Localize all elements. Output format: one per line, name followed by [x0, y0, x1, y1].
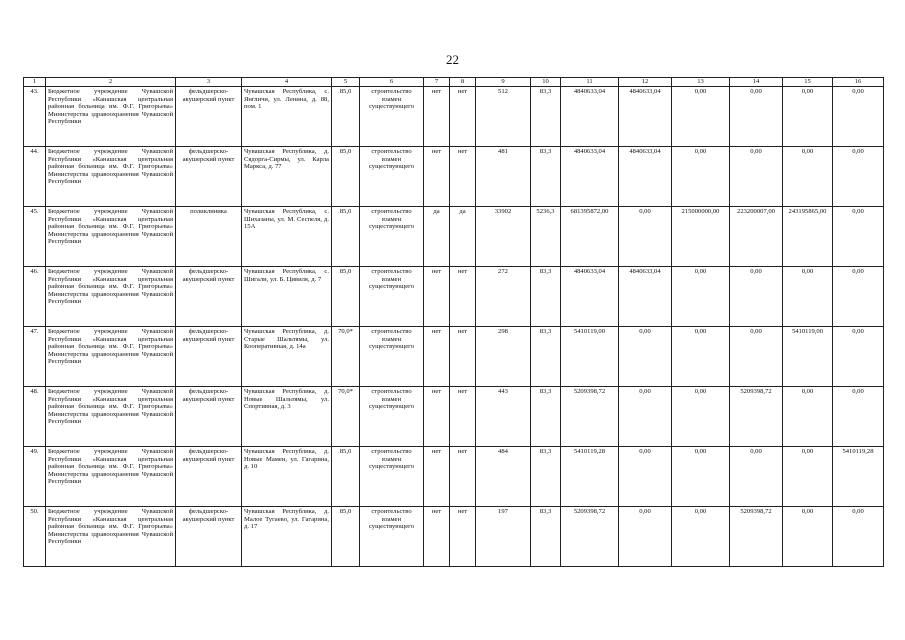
col-10-value: 83,3: [531, 447, 561, 507]
col-14-value: 0,00: [730, 87, 783, 147]
col-9-value: 33902: [476, 207, 531, 267]
organization-name: Бюджетное учреждение Чувашской Республики «Канашская центральная районная больница им. Ф.Г. Григорьева» Министерства здравоохранения Чувашской Республики: [46, 147, 176, 207]
col-15-value: 5410119,00: [783, 327, 833, 387]
row-number: 50.: [24, 507, 46, 567]
col-14-value: 5209398,72: [730, 507, 783, 567]
column-number: 12: [619, 78, 672, 87]
col-10-value: 83,3: [531, 87, 561, 147]
facility-address: Чувашская Республика, д. Малое Тугаево, ул. Гагарина, д. 17: [242, 507, 332, 567]
col-13-value: 0,00: [672, 147, 730, 207]
col-12-value: 4840633,04: [619, 87, 672, 147]
col-11-value: 681395872,00: [561, 207, 619, 267]
col-10-value: 5236,3: [531, 207, 561, 267]
column-number: 4: [242, 78, 332, 87]
col-9-value: 272: [476, 267, 531, 327]
col-16-value: 0,00: [833, 327, 884, 387]
column-number: 10: [531, 78, 561, 87]
row-number: 44.: [24, 147, 46, 207]
col-12-value: 4840633,04: [619, 267, 672, 327]
facility-type: фельдшерско-акушерский пункт: [176, 87, 242, 147]
col-13-value: 0,00: [672, 507, 730, 567]
col-11-value: 5410119,28: [561, 447, 619, 507]
table-row: [24, 267, 884, 327]
col-7-value: нет: [424, 87, 450, 147]
column-number: 9: [476, 78, 531, 87]
col-7-value: да: [424, 207, 450, 267]
col-5-value: 70,0*: [332, 387, 360, 447]
organization-name: Бюджетное учреждение Чувашской Республики «Канашская центральная районная больница им. Ф.Г. Григорьева» Министерства здравоохранения Чувашской Республики: [46, 327, 176, 387]
facility-address: Чувашская Республика, д. Сядорга-Сирмы, ул. Карла Маркса, д. 77: [242, 147, 332, 207]
organization-name: Бюджетное учреждение Чувашской Республики «Канашская центральная районная больница им. Ф.Г. Григорьева» Министерства здравоохранения Чувашской Республики: [46, 507, 176, 567]
table-row: [24, 87, 884, 147]
col-13-value: 215000000,00: [672, 207, 730, 267]
col-8-value: да: [450, 207, 476, 267]
col-15-value: 0,00: [783, 447, 833, 507]
table-row: [24, 507, 884, 567]
col-6-value: строительство взамен существующего: [360, 87, 424, 147]
column-number: 6: [360, 78, 424, 87]
col-5-value: 70,0*: [332, 327, 360, 387]
register-table: [23, 77, 884, 567]
col-13-value: 0,00: [672, 327, 730, 387]
row-number: 47.: [24, 327, 46, 387]
col-11-value: 4840633,04: [561, 147, 619, 207]
col-11-value: 4840633,04: [561, 267, 619, 327]
facility-type: фельдшерско-акушерский пункт: [176, 447, 242, 507]
col-8-value: нет: [450, 87, 476, 147]
facility-type: фельдшерско-акушерский пункт: [176, 267, 242, 327]
row-number: 46.: [24, 267, 46, 327]
col-6-value: строительство взамен существующего: [360, 507, 424, 567]
facility-address: Чувашская Республика, д. Старые Шальтямы, ул. Кооперативная, д. 14а: [242, 327, 332, 387]
column-number: 5: [332, 78, 360, 87]
facility-type: фельдшерско-акушерский пункт: [176, 507, 242, 567]
col-11-value: 5209398,72: [561, 507, 619, 567]
col-16-value: 0,00: [833, 207, 884, 267]
col-7-value: нет: [424, 147, 450, 207]
col-7-value: нет: [424, 327, 450, 387]
col-10-value: 83,3: [531, 267, 561, 327]
facility-address: Чувашская Республика, с. Янгличи, ул. Ленина, д. 88, пом. 1: [242, 87, 332, 147]
facility-address: Чувашская Республика, д. Новые Мамеи, ул. Гагарина, д. 10: [242, 447, 332, 507]
col-10-value: 83,3: [531, 507, 561, 567]
column-number: 14: [730, 78, 783, 87]
col-15-value: 0,00: [783, 147, 833, 207]
col-16-value: 0,00: [833, 507, 884, 567]
column-number: 13: [672, 78, 730, 87]
col-9-value: 443: [476, 387, 531, 447]
facility-address: Чувашская Республика, с. Шихазаны, ул. М. Сеспеля, д. 15А: [242, 207, 332, 267]
table-row: [24, 327, 884, 387]
facility-type: поликлиника: [176, 207, 242, 267]
col-6-value: строительство взамен существующего: [360, 267, 424, 327]
page-number: 22: [446, 52, 459, 67]
column-number: 15: [783, 78, 833, 87]
col-8-value: нет: [450, 507, 476, 567]
col-12-value: 0,00: [619, 207, 672, 267]
col-7-value: нет: [424, 267, 450, 327]
col-14-value: 0,00: [730, 267, 783, 327]
table-row: [24, 387, 884, 447]
column-number: 8: [450, 78, 476, 87]
col-8-value: нет: [450, 327, 476, 387]
table-row: [24, 447, 884, 507]
facility-type: фельдшерско-акушерский пункт: [176, 327, 242, 387]
col-5-value: 85,0: [332, 267, 360, 327]
column-number: 16: [833, 78, 884, 87]
col-12-value: 0,00: [619, 327, 672, 387]
col-13-value: 0,00: [672, 447, 730, 507]
col-9-value: 512: [476, 87, 531, 147]
facility-address: Чувашская Республика, с. Шигали, ул. Б. Цивиля, д. 7: [242, 267, 332, 327]
col-15-value: 0,00: [783, 507, 833, 567]
col-14-value: 223200007,00: [730, 207, 783, 267]
col-9-value: 298: [476, 327, 531, 387]
col-5-value: 85,0: [332, 507, 360, 567]
col-9-value: 481: [476, 147, 531, 207]
col-6-value: строительство взамен существующего: [360, 327, 424, 387]
col-12-value: 0,00: [619, 447, 672, 507]
col-11-value: 5209398,72: [561, 387, 619, 447]
col-11-value: 5410119,00: [561, 327, 619, 387]
organization-name: Бюджетное учреждение Чувашской Республики «Канашская центральная районная больница им. Ф.Г. Григорьева» Министерства здравоохранения Чувашской Республики: [46, 387, 176, 447]
col-14-value: 5209398,72: [730, 387, 783, 447]
col-6-value: строительство взамен существующего: [360, 387, 424, 447]
column-number: 1: [24, 78, 46, 87]
organization-name: Бюджетное учреждение Чувашской Республики «Канашская центральная районная больница им. Ф.Г. Григорьева» Министерства здравоохранения Чувашской Республики: [46, 267, 176, 327]
col-12-value: 0,00: [619, 387, 672, 447]
organization-name: Бюджетное учреждение Чувашской Республики «Канашская центральная районная больница им. Ф.Г. Григорьева» Министерства здравоохранения Чувашской Республики: [46, 87, 176, 147]
col-10-value: 83,3: [531, 387, 561, 447]
column-number: 7: [424, 78, 450, 87]
column-number: 11: [561, 78, 619, 87]
col-14-value: 0,00: [730, 447, 783, 507]
col-8-value: нет: [450, 447, 476, 507]
col-6-value: строительство взамен существующего: [360, 147, 424, 207]
table-row: [24, 207, 884, 267]
col-5-value: 85,0: [332, 87, 360, 147]
col-16-value: 0,00: [833, 147, 884, 207]
col-14-value: 0,00: [730, 147, 783, 207]
column-number-row: [24, 78, 884, 87]
col-15-value: 0,00: [783, 267, 833, 327]
col-8-value: нет: [450, 147, 476, 207]
table-row: [24, 147, 884, 207]
row-number: 45.: [24, 207, 46, 267]
facility-type: фельдшерско-акушерский пункт: [176, 387, 242, 447]
col-16-value: 0,00: [833, 387, 884, 447]
col-13-value: 0,00: [672, 87, 730, 147]
col-10-value: 83,3: [531, 327, 561, 387]
col-6-value: строительство взамен существующего: [360, 207, 424, 267]
col-15-value: 243195865,00: [783, 207, 833, 267]
col-10-value: 83,3: [531, 147, 561, 207]
col-11-value: 4840633,04: [561, 87, 619, 147]
col-15-value: 0,00: [783, 387, 833, 447]
col-5-value: 85,0: [332, 207, 360, 267]
column-number: 2: [46, 78, 176, 87]
col-16-value: 5410119,28: [833, 447, 884, 507]
facility-address: Чувашская Республика, д. Новые Шальтямы, ул. Спортивная, д. 3: [242, 387, 332, 447]
col-15-value: 0,00: [783, 87, 833, 147]
col-9-value: 484: [476, 447, 531, 507]
col-13-value: 0,00: [672, 267, 730, 327]
col-16-value: 0,00: [833, 267, 884, 327]
col-7-value: нет: [424, 447, 450, 507]
row-number: 43.: [24, 87, 46, 147]
col-7-value: нет: [424, 507, 450, 567]
col-8-value: нет: [450, 267, 476, 327]
col-12-value: 0,00: [619, 507, 672, 567]
col-8-value: нет: [450, 387, 476, 447]
facility-type: фельдшерско-акушерский пункт: [176, 147, 242, 207]
col-6-value: строительство взамен существующего: [360, 447, 424, 507]
col-5-value: 85,0: [332, 147, 360, 207]
row-number: 48.: [24, 387, 46, 447]
col-5-value: 85,0: [332, 447, 360, 507]
organization-name: Бюджетное учреждение Чувашской Республики «Канашская центральная районная больница им. Ф.Г. Григорьева» Министерства здравоохранения Чувашской Республики: [46, 447, 176, 507]
column-number: 3: [176, 78, 242, 87]
organization-name: Бюджетное учреждение Чувашской Республики «Канашская центральная районная больница им. Ф.Г. Григорьева» Министерства здравоохранения Чувашской Республики: [46, 207, 176, 267]
col-7-value: нет: [424, 387, 450, 447]
col-16-value: 0,00: [833, 87, 884, 147]
col-14-value: 0,00: [730, 327, 783, 387]
row-number: 49.: [24, 447, 46, 507]
col-9-value: 197: [476, 507, 531, 567]
col-12-value: 4840633,04: [619, 147, 672, 207]
col-13-value: 0,00: [672, 387, 730, 447]
